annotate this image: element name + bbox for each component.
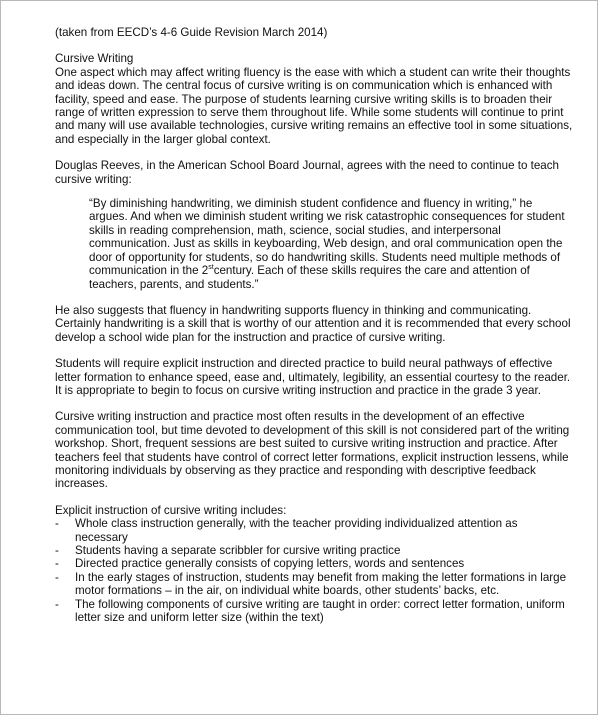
paragraph-reeves: Douglas Reeves, in the American School Board Journal, agrees with the need to continue to teach cursive writing: [55, 159, 559, 186]
dash-bullet: - [55, 597, 59, 611]
dash-bullet: - [55, 517, 59, 531]
section-heading: Cursive Writing [55, 52, 134, 66]
list-item-text: Directed practice generally consists of copying letters, words and sentences [75, 557, 465, 571]
paragraph-fluency: He also suggests that fluency in handwriting supports fluency in thinking and communicating. Certainly handwriting is a skill that is worthy of our attention and it is recommended that every school develop a school wide plan for the instruction and practice of cursive writing. [55, 303, 571, 344]
quote-superscript: st [208, 264, 214, 272]
paragraph-instruction: Students will require explicit instruction and directed practice to build neural pathways of effective letter formation to enhance speed, ease and, ultimately, legibility, an essential courtesy to the reader. It is appropriate to begin to focus on cursive writing instruction and practice in the grade 3 year. [55, 357, 571, 397]
list-item-text: Students having a separate scribbler for cursive writing practice [75, 544, 401, 557]
dash-bullet: - [55, 544, 59, 557]
list-item-text: In the early stages of instruction, students may benefit from making the letter formations in large motor formations – in the air, on individual white boards, other students’ backs, etc. [75, 570, 567, 598]
source-note: (taken from EECD’s 4-6 Guide Revision March 2014) [55, 26, 328, 39]
dash-bullet: - [55, 570, 59, 584]
quote-text-end: century. Each of these skills requires the care and attention of teachers, parents, and students.” [89, 264, 530, 291]
list-item [55, 598, 573, 625]
list-intro: Explicit instruction of cursive writing includes: [55, 503, 287, 517]
list-item-text: Whole class instruction generally, with the teacher providing individualized attention as necessary [75, 517, 518, 544]
paragraph-intro: One aspect which may affect writing fluency is the ease with which a student can write their thoughts and ideas down. The central focus of cursive writing is on communication which is enhanced with facility, speed and ease. The purpose of students learning cursive writing skills is to broaden their range of written expression to serve them throughout life. While some students will continue to print and many will use available technologies, cursive writing remains an effective tool in some situations, and especially in the larger global context. [55, 65, 573, 146]
paragraph-practice: Cursive writing instruction and practice most often results in the development of an effective communication tool, but time devoted to development of this skill is not considered part of the writing workshop. Short, frequent sessions are best suited to cursive writing instruction and practice. After teachers feel that students have control of correct letter formations, explicit instruction lessens, while monitoring individuals by observing as they practice and responding with descriptive feedback increases. [55, 410, 570, 491]
list-item [55, 517, 573, 544]
list-item [55, 544, 573, 557]
list-item [55, 571, 573, 598]
document-body [55, 26, 573, 624]
dash-bullet: - [55, 557, 59, 571]
instruction-list [55, 517, 573, 624]
list-item-text: The following components of cursive writing are taught in order: correct letter formation, uniform letter size and uniform letter size (within the text) [75, 597, 565, 625]
list-item [55, 557, 573, 570]
quote-text-start: “By diminishing handwriting, we diminish student confidence and fluency in writing,” he argues. And when we diminish student writing we risk catastrophic consequences for student skills in reading comprehension, math, science, social studies, and interpersonal communication. Just as skills in keyboarding, Web design, and oral communication open the door of opportunity for students, so do handwriting skills. Students need multiple methods of communication in the 2 [89, 197, 565, 278]
block-quote [89, 197, 571, 291]
